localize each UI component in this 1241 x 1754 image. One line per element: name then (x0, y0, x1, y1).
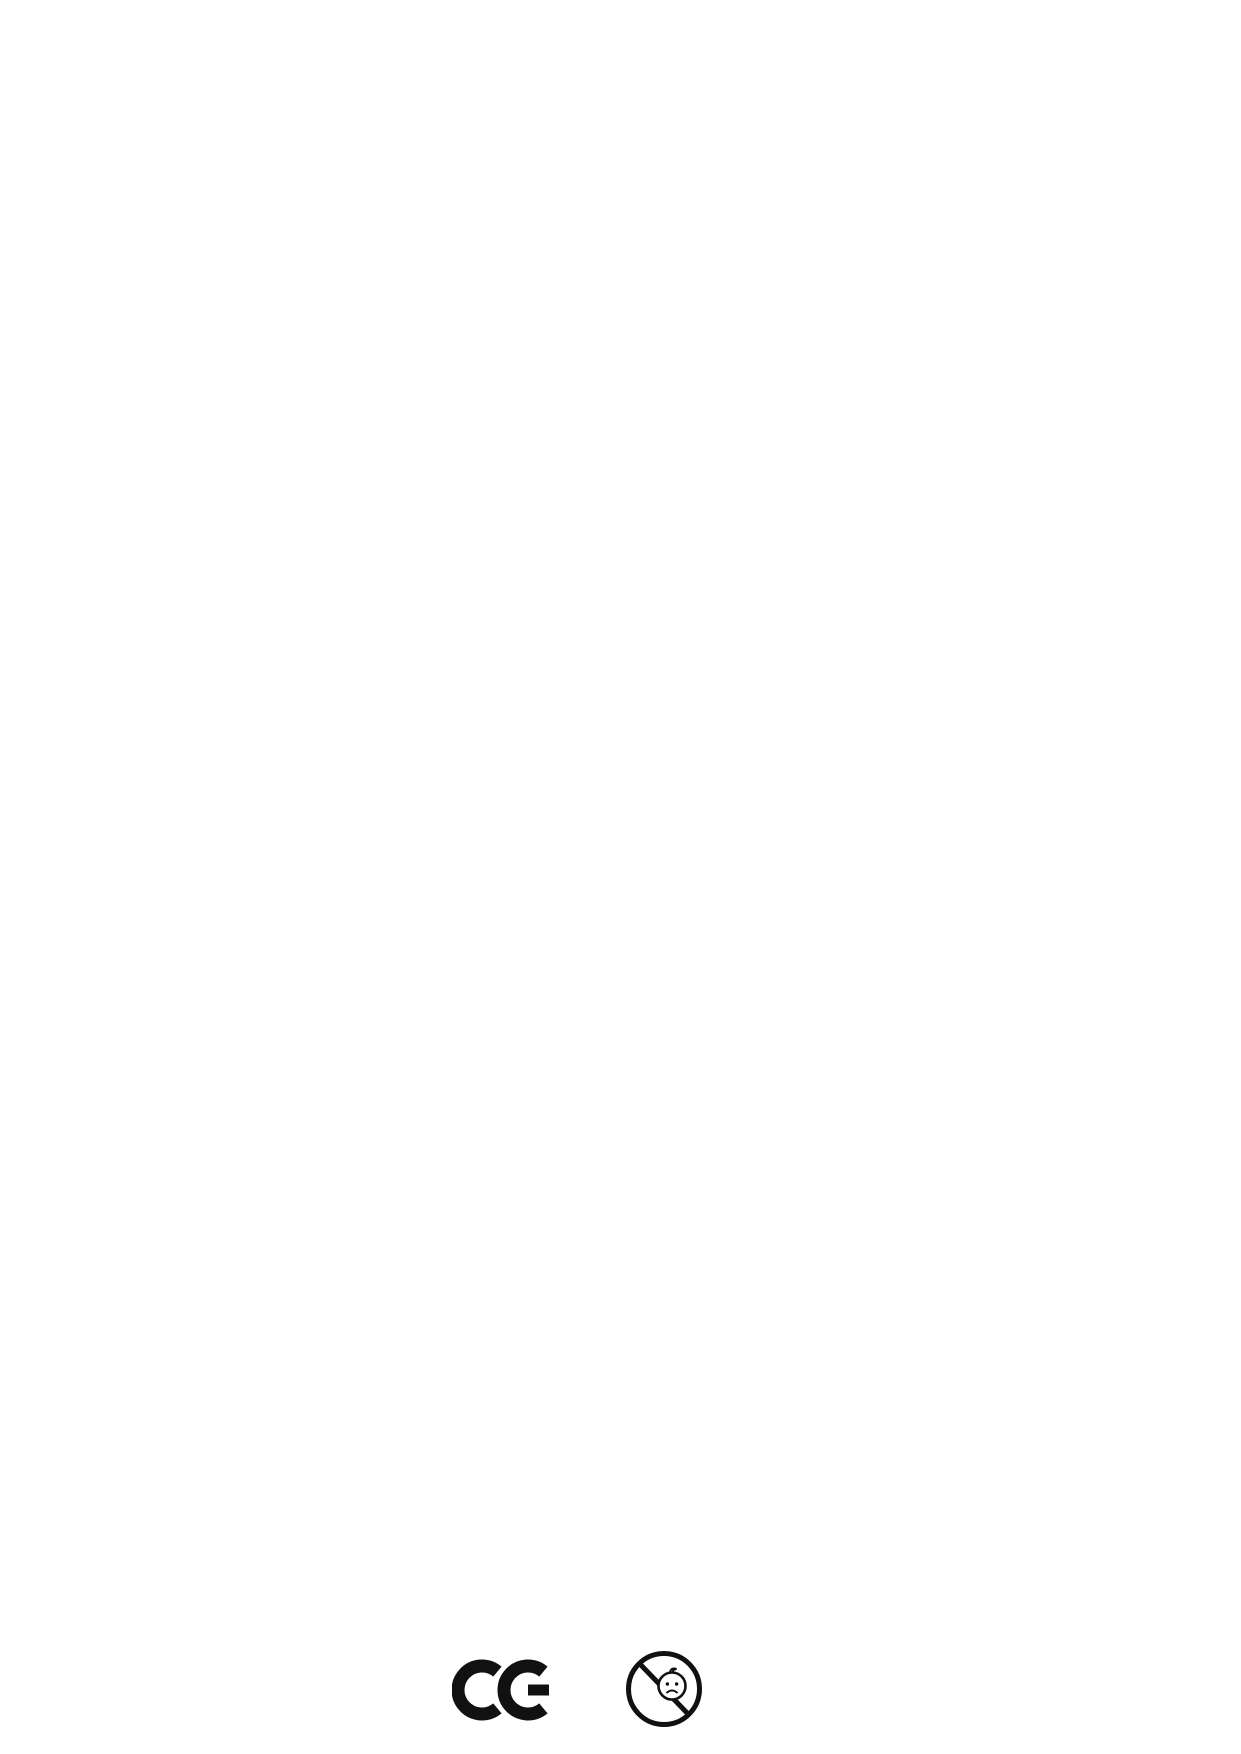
baby-face-icon (659, 1673, 686, 1700)
ce-mark-icon (452, 1658, 552, 1726)
barcode-bars (441, 1586, 751, 1650)
ean13-barcode (441, 1586, 751, 1654)
age-warning-0-3-icon (624, 1649, 704, 1733)
